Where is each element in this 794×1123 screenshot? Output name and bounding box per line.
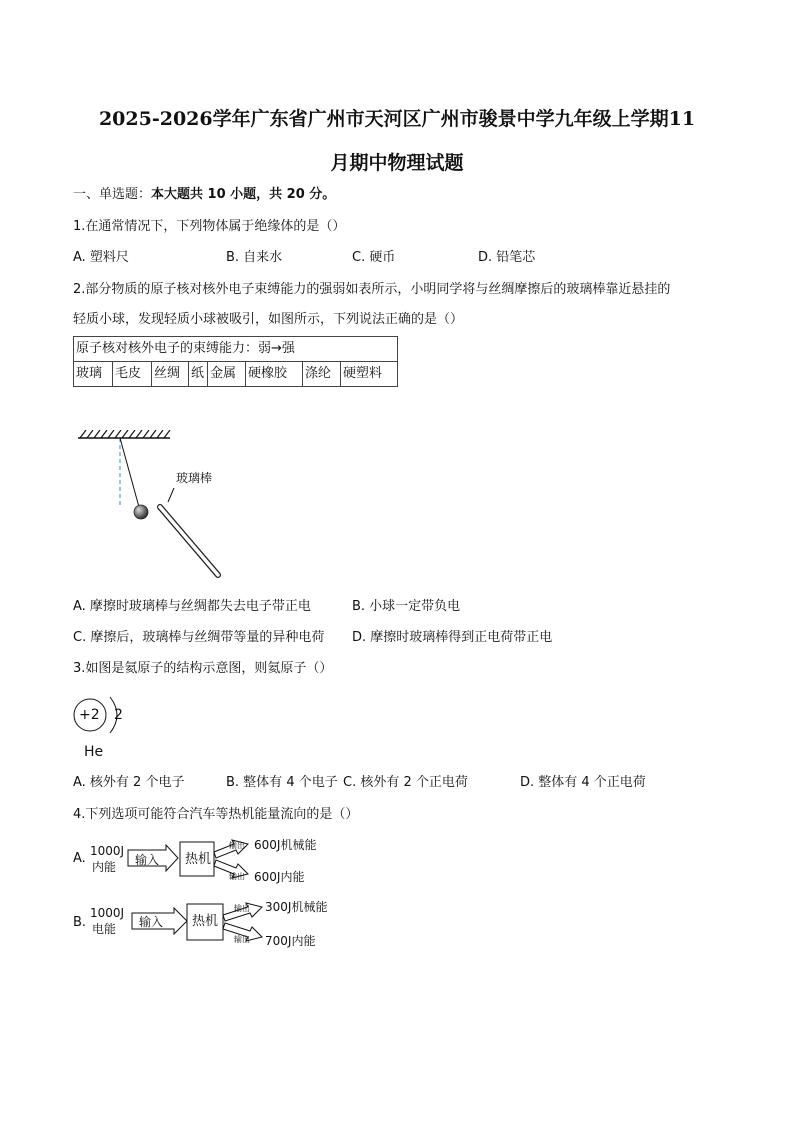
binding-ability-table — [73, 336, 398, 387]
shell-electron-count: 2 — [114, 707, 123, 723]
q4a-output-1: 600J机械能 — [254, 838, 317, 852]
section-prefix: 一、单选题： — [73, 187, 152, 202]
q4a-input-amount: 1000J — [90, 844, 125, 858]
q4b-output-1: 300J机械能 — [265, 900, 328, 914]
table-cell: 纸 — [189, 362, 208, 387]
nucleus-charge: +2 — [79, 707, 100, 723]
q1-option-a: A. 塑料尺 — [73, 250, 129, 265]
section-heading — [73, 187, 335, 203]
q4b-engine-label: 热机 — [192, 914, 219, 929]
table-header: 原子核对核外电子的束缚能力：弱→强 — [74, 337, 398, 362]
q4a-engine-label: 热机 — [185, 852, 212, 867]
q3-option-a: A. 核外有 2 个电子 — [73, 775, 185, 790]
q2-option-c: C. 摩擦后，玻璃棒与丝绸带等量的异种电荷 — [73, 630, 325, 645]
table-cell: 涤纶 — [303, 362, 341, 387]
q2-option-a: A. 摩擦时玻璃棒与丝绸都失去电子带正电 — [73, 599, 311, 614]
q3-stem: 3.如图是氦原子的结构示意图，则氦原子（） — [73, 661, 333, 676]
q2-stem-line1: 2.部分物质的原子核对核外电子束缚能力的强弱如表所示，小明同学将与丝绸摩擦后的玻璃棒靠近悬挂的 — [73, 282, 671, 297]
q2-option-b: B. 小球一定带负电 — [352, 599, 461, 614]
glass-rod-inner — [160, 507, 218, 575]
rod-label-pointer — [168, 488, 174, 502]
q4a-output-2: 600J内能 — [254, 870, 305, 884]
q4-option-b-letter: B. — [73, 915, 87, 930]
q3-option-d: D. 整体有 4 个正电荷 — [520, 775, 646, 790]
q4b-input-amount: 1000J — [90, 906, 125, 920]
string-line — [120, 438, 139, 507]
q4-option-a-letter: A. — [73, 851, 86, 866]
q1-stem: 1.在通常情况下，下列物体属于绝缘体的是（） — [73, 219, 346, 234]
q4b-output-label-1: 输出 — [234, 904, 250, 913]
table-cell: 硬橡胶 — [246, 362, 303, 387]
table-cell: 玻璃 — [74, 362, 113, 387]
q4a-output-label-1: 输出 — [229, 841, 245, 850]
element-symbol: He — [84, 744, 104, 760]
q4b-input-label: 输入 — [139, 915, 164, 929]
q1-option-b: B. 自来水 — [226, 250, 283, 265]
q3-option-b: B. 整体有 4 个电子 — [226, 775, 338, 790]
q3-option-c: C. 核外有 2 个正电荷 — [343, 775, 468, 790]
q2-stem-line2: 轻质小球，发现轻质小球被吸引，如图所示，下列说法正确的是（） — [73, 312, 464, 327]
page-title-line2: 月期中物理试题 — [330, 152, 464, 174]
table-row — [74, 362, 398, 387]
q1-option-c: C. 硬币 — [352, 250, 396, 265]
ceiling-hatch — [80, 430, 170, 438]
q4b-input-type: 电能 — [92, 922, 117, 936]
q4a-input-type: 内能 — [92, 860, 117, 874]
glass-rod-label: 玻璃棒 — [176, 471, 213, 485]
q4b-output-2: 700J内能 — [265, 934, 316, 948]
table-cell: 硬塑料 — [341, 362, 398, 387]
section-desc: 本大题共 10 小题，共 20 分。 — [151, 187, 336, 202]
q4b-output-label-2: 输出 — [234, 935, 250, 944]
table-cell: 丝绸 — [152, 362, 189, 387]
pendulum-figure — [70, 430, 240, 585]
q4a-input-label: 输入 — [135, 853, 160, 867]
table-cell: 金属 — [208, 362, 246, 387]
q4-stem: 4.下列选项可能符合汽车等热机能量流向的是（） — [73, 807, 359, 822]
light-ball — [134, 505, 148, 519]
q4a-output-label-2: 输出 — [229, 872, 245, 881]
q1-option-d: D. 铅笔芯 — [478, 250, 536, 265]
table-cell: 毛皮 — [113, 362, 152, 387]
q2-option-d: D. 摩擦时玻璃棒得到正电荷带正电 — [352, 630, 553, 645]
page-title-line1: 2025-2026学年广东省广州市天河区广州市骏景中学九年级上学期11 — [98, 108, 696, 130]
